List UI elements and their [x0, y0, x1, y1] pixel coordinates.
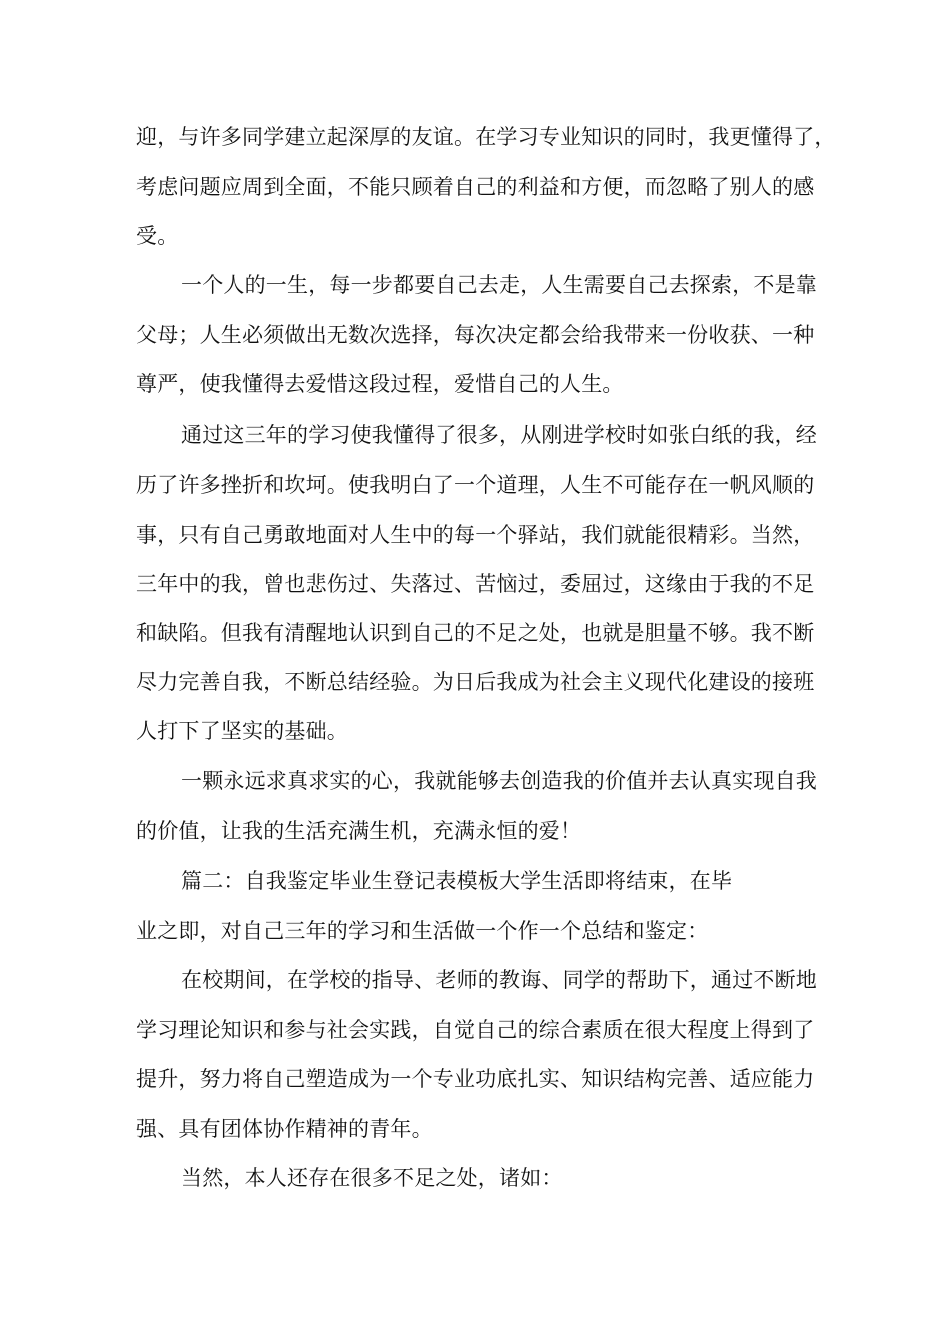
- text-line: 人打下了坚实的基础。: [136, 719, 348, 743]
- text-line: 迎，与许多同学建立起深厚的友谊。在学习专业知识的同时，我更懂得了，: [136, 125, 836, 149]
- text-line: 的价值，让我的生活充满生机，充满永恒的爱！: [136, 819, 582, 843]
- text-line: 三年中的我，曾也悲伤过、失落过、苦恼过，委屈过，这缘由于我的不足: [136, 572, 815, 596]
- section-heading-line: 篇二：自我鉴定毕业生登记表模板大学生活即将结束，在毕: [181, 869, 733, 893]
- text-line: 尊严，使我懂得去爱惜这段过程，爱惜自己的人生。: [136, 372, 624, 396]
- text-line: 受。: [136, 224, 179, 248]
- text-line: 尽力完善自我，不断总结经验。为日后我成为社会主义现代化建设的接班: [136, 670, 815, 694]
- text-line: 在校期间，在学校的指导、老师的教诲、同学的帮助下，通过不断地: [181, 968, 817, 992]
- text-line: 考虑问题应周到全面，不能只顾着自己的利益和方便，而忽略了别人的感: [136, 175, 815, 199]
- text-line: 提升，努力将自己塑造成为一个专业功底扎实、知识结构完善、适应能力: [136, 1067, 815, 1091]
- text-line: 学习理论知识和参与社会实践，自觉自己的综合素质在很大程度上得到了: [136, 1018, 815, 1042]
- text-line: 事，只有自己勇敢地面对人生中的每一个驿站，我们就能很精彩。当然，: [136, 523, 815, 547]
- text-line: 一个人的一生，每一步都要自己去走，人生需要自己去探索，不是靠: [181, 273, 817, 297]
- text-line: 父母；人生必须做出无数次选择，每次决定都会给我带来一份收获、一种: [136, 323, 815, 347]
- text-line: 通过这三年的学习使我懂得了很多，从刚进学校时如张白纸的我，经: [181, 423, 817, 447]
- text-line: 业之即，对自己三年的学习和生活做一个作一个总结和鉴定：: [136, 919, 709, 943]
- text-line: 当然，本人还存在很多不足之处，诸如：: [181, 1166, 563, 1190]
- text-line: 历了许多挫折和坎坷。使我明白了一个道理，人生不可能存在一帆风顺的: [136, 473, 815, 497]
- text-line: 和缺陷。但我有清醒地认识到自己的不足之处，也就是胆量不够。我不断: [136, 621, 815, 645]
- text-line: 强、具有团体协作精神的青年。: [136, 1117, 433, 1141]
- text-line: 一颗永远求真求实的心，我就能够去创造我的价值并去认真实现自我: [181, 769, 817, 793]
